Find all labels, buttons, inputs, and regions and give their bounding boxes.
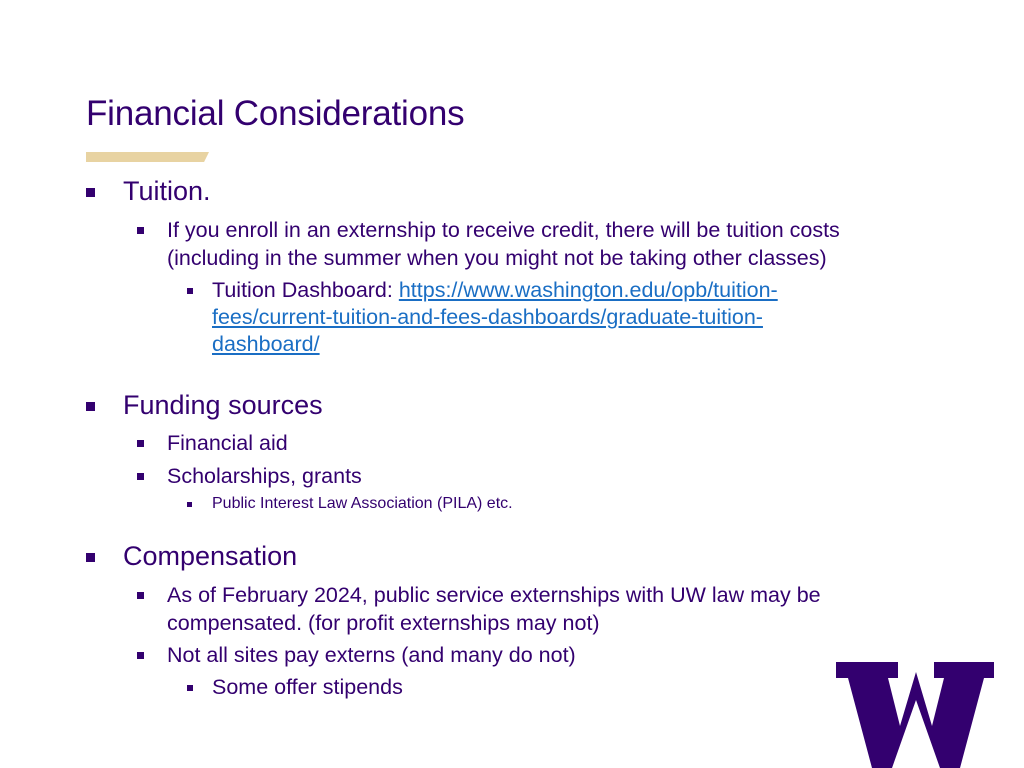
tuition-dashboard-link-line-2[interactable]: fees/current-tuition-and-fees-dashboards/graduate-tuition- xyxy=(212,305,763,329)
tuition-dashboard-link-line-3[interactable]: dashboard/ xyxy=(212,332,320,356)
bullet-icon xyxy=(187,502,192,507)
funding-pila: Public Interest Law Association (PILA) etc. xyxy=(212,495,513,512)
bullet-icon xyxy=(137,652,144,659)
tuition-dashboard-link[interactable]: https://www.washington.edu/opb/tuition- xyxy=(398,278,778,302)
bullet-icon xyxy=(86,553,95,562)
compensation-not-all-sites: Not all sites pay externs (and many do not) xyxy=(167,643,576,667)
compensation-line-2: compensated. (for profit externships may not) xyxy=(167,611,600,635)
section-heading-funding: Funding sources xyxy=(123,390,323,420)
slide-title: Financial Considerations xyxy=(86,94,465,133)
bullet-icon xyxy=(137,592,144,599)
section-heading-compensation: Compensation xyxy=(123,541,298,571)
funding-scholarships: Scholarships, grants xyxy=(167,464,362,488)
bullet-icon xyxy=(187,685,193,691)
bullet-icon xyxy=(187,288,193,294)
section-heading-tuition: Tuition. xyxy=(123,176,211,206)
tuition-dashboard-label: Tuition Dashboard: xyxy=(212,278,399,302)
tuition-cost-line-1: If you enroll in an externship to receive credit, there will be tuition costs xyxy=(167,218,840,242)
bullet-icon xyxy=(137,440,144,447)
uw-w-logo-icon xyxy=(836,662,994,768)
compensation-line-1: As of February 2024, public service externships with UW law may be xyxy=(167,583,821,607)
bullet-icon xyxy=(137,227,144,234)
bullet-icon xyxy=(86,188,95,197)
title-accent-bar xyxy=(86,152,209,162)
funding-financial-aid: Financial aid xyxy=(167,431,288,455)
bullet-icon xyxy=(86,402,95,411)
tuition-cost-line-2: (including in the summer when you might not be taking other classes) xyxy=(167,246,827,270)
bullet-icon xyxy=(137,473,144,480)
compensation-stipends: Some offer stipends xyxy=(212,675,403,699)
tuition-dashboard-line-1 xyxy=(212,277,778,304)
